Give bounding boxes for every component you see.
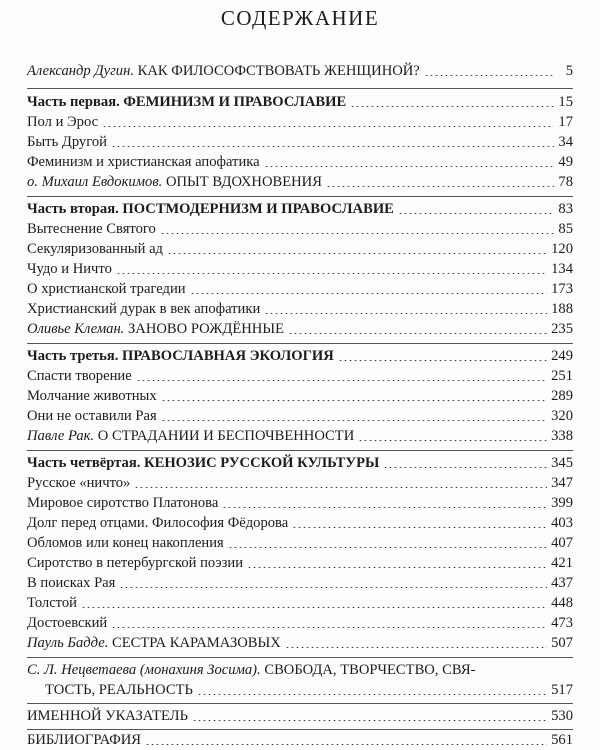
entry-page: 448: [551, 595, 573, 611]
entry-page: 345: [551, 455, 573, 471]
entry-title: ЗАНОВО РОЖДЁННЫЕ: [124, 321, 284, 337]
entry-title: КАК ФИЛОСОФСТВОВАТЬ ЖЕНЩИНОЙ?: [134, 63, 420, 79]
toc-entry[interactable]: [27, 219, 573, 239]
entry-page: 403: [551, 515, 573, 531]
divider: [27, 657, 573, 658]
entry-author: о. Михаил Евдокимов.: [27, 174, 163, 190]
entry-page: 78: [558, 174, 573, 190]
dot-leader: [264, 166, 555, 167]
entry-title: Вытеснение Святого: [27, 221, 156, 237]
entry-title: СЕСТРА КАРАМАЗОВЫХ: [108, 635, 281, 651]
dot-leader: [116, 273, 547, 274]
entry-page: 289: [551, 388, 573, 404]
toc-entry[interactable]: [27, 513, 573, 533]
entry-author: С. Л. Нецветаева (монахиня Зосима).: [27, 662, 261, 678]
dot-leader: [424, 75, 555, 76]
toc-entry[interactable]: [27, 299, 573, 319]
entry-page: 347: [551, 475, 573, 491]
toc-entry[interactable]: [27, 593, 573, 613]
entry-title: Мировое сиротство Платонова: [27, 495, 219, 511]
toc-entry[interactable]: [27, 172, 573, 192]
dot-leader: [358, 440, 547, 441]
toc-entry-bibliography[interactable]: [27, 730, 573, 750]
toc-part-2[interactable]: [27, 199, 573, 219]
toc-entry[interactable]: [27, 132, 573, 152]
toc-entry[interactable]: [27, 366, 573, 386]
part-title: Часть третья. ПРАВОСЛАВНАЯ ЭКОЛОГИЯ: [27, 348, 334, 364]
entry-title: Чудо и Ничто: [27, 261, 112, 277]
dot-leader: [161, 400, 547, 401]
entry-title: Секуляризованный ад: [27, 241, 163, 257]
entry-page: 34: [558, 134, 573, 150]
entry-title-continued: ТОСТЬ, РЕАЛЬНОСТЬ: [45, 682, 193, 698]
toc-entry[interactable]: [27, 239, 573, 259]
entry-page: 120: [551, 241, 573, 257]
entry-title: СВОБОДА, ТВОРЧЕСТВО, СВЯ-: [260, 662, 476, 678]
entry-page: 399: [551, 495, 573, 511]
entry-page: 235: [551, 321, 573, 337]
dot-leader: [398, 213, 555, 214]
page-title: СОДЕРЖАНИЕ: [220, 6, 380, 30]
entry-author: Александр Дугин.: [27, 63, 134, 79]
dot-leader: [136, 380, 547, 381]
divider: [27, 450, 573, 451]
toc-entry[interactable]: [27, 573, 573, 593]
toc-entry[interactable]: [27, 319, 573, 339]
part-title: Часть вторая. ПОСТМОДЕРНИЗМ И ПРАВОСЛАВИЕ: [27, 201, 394, 217]
entry-page: 473: [551, 615, 573, 631]
entry-title: В поисках Рая: [27, 575, 116, 591]
entry-page: 17: [558, 114, 573, 130]
entry-title: Пол и Эрос: [27, 114, 99, 130]
entry-title: Быть Другой: [27, 134, 107, 150]
part-title: Часть первая. ФЕМИНИЗМ И ПРАВОСЛАВИЕ: [27, 94, 347, 110]
entry-page: 249: [551, 348, 573, 364]
entry-title: Молчание животных: [27, 388, 157, 404]
entry-title: БИБЛИОГРАФИЯ: [27, 732, 142, 748]
entry-title: Русское «ничто»: [27, 475, 131, 491]
dot-leader: [119, 587, 547, 588]
entry-title: Достоевский: [27, 615, 108, 631]
dot-leader: [222, 507, 547, 508]
entry-page: 530: [551, 708, 573, 724]
toc-part-4[interactable]: [27, 453, 573, 473]
divider: [27, 703, 573, 704]
toc-entry[interactable]: [27, 152, 573, 172]
part-title: Часть четвёртая. КЕНОЗИС РУССКОЙ КУЛЬТУРЫ: [27, 455, 380, 471]
entry-page: 49: [558, 154, 573, 170]
toc-entry[interactable]: [27, 533, 573, 553]
toc-entry[interactable]: [27, 473, 573, 493]
entry-title: Долг перед отцами. Философия Фёдорова: [27, 515, 289, 531]
entry-page: 134: [551, 261, 573, 277]
entry-page: 437: [551, 575, 573, 591]
toc-entry[interactable]: [27, 386, 573, 406]
dot-leader: [292, 527, 547, 528]
entry-title: Спасти творение: [27, 368, 132, 384]
dot-leader: [145, 744, 547, 745]
dot-leader: [190, 293, 548, 294]
dot-leader: [111, 627, 547, 628]
entry-title: Толстой: [27, 595, 77, 611]
entry-title: О СТРАДАНИИ И БЕСПОЧВЕННОСТИ: [94, 428, 355, 444]
dot-leader: [111, 146, 554, 147]
entry-page: 338: [551, 428, 573, 444]
entry-author: Оливье Клеман.: [27, 321, 125, 337]
entry-page: 5: [565, 63, 573, 79]
entry-title: Сиротство в петербургской поэзии: [27, 555, 244, 571]
entry-page: 561: [551, 732, 573, 748]
entry-author: Павле Рак.: [27, 428, 95, 444]
toc-entry-intro[interactable]: [27, 61, 573, 81]
entry-page: 15: [558, 94, 573, 110]
entry-page: 85: [558, 221, 573, 237]
dot-leader: [326, 186, 554, 187]
entry-title: Они не оставили Рая: [27, 408, 157, 424]
entry-page: 507: [551, 635, 573, 651]
dot-leader: [134, 487, 547, 488]
divider: [27, 343, 573, 344]
dot-leader: [192, 720, 547, 721]
entry-title: ИМЕННОЙ УКАЗАТЕЛЬ: [27, 708, 188, 724]
entry-page: 173: [551, 281, 573, 297]
dot-leader: [161, 420, 547, 421]
toc-entry[interactable]: [27, 613, 573, 633]
toc-entry[interactable]: [27, 279, 573, 299]
toc-part-1[interactable]: [27, 92, 573, 112]
entry-page: 421: [551, 555, 573, 571]
entry-title: О христианской трагедии: [27, 281, 186, 297]
dot-leader: [247, 567, 547, 568]
entry-title: Обломов или конец накопления: [27, 535, 224, 551]
entry-author: Пауль Бадде.: [27, 635, 109, 651]
dot-leader: [285, 647, 547, 648]
dot-leader: [383, 467, 547, 468]
dot-leader: [350, 106, 554, 107]
toc-entry[interactable]: [27, 633, 573, 653]
divider: [27, 196, 573, 197]
toc-entry[interactable]: [27, 406, 573, 426]
dot-leader: [81, 607, 547, 608]
toc-entry[interactable]: [27, 259, 573, 279]
toc-entry[interactable]: [27, 553, 573, 573]
toc-entry[interactable]: [27, 493, 573, 513]
toc-entry[interactable]: [27, 426, 573, 446]
entry-page: 517: [551, 682, 573, 698]
entry-page: 320: [551, 408, 573, 424]
entry-page: 83: [558, 201, 573, 217]
dot-leader: [288, 333, 547, 334]
entry-page: 251: [551, 368, 573, 384]
toc-part-3[interactable]: [27, 346, 573, 366]
dot-leader: [160, 233, 555, 234]
entry-title: Христианский дурак в век апофатики: [27, 301, 261, 317]
dot-leader: [102, 126, 554, 127]
dot-leader: [228, 547, 547, 548]
toc-entry[interactable]: [27, 112, 573, 132]
dot-leader: [197, 694, 547, 695]
entry-title: Феминизм и христианская апофатика: [27, 154, 260, 170]
dot-leader: [264, 313, 547, 314]
entry-page: 188: [551, 301, 573, 317]
entry-page: 407: [551, 535, 573, 551]
toc-entry-closing[interactable]: [27, 660, 573, 700]
dot-leader: [167, 253, 547, 254]
toc-entry-index[interactable]: [27, 706, 573, 726]
divider: [27, 88, 573, 89]
dot-leader: [338, 360, 547, 361]
entry-title: ОПЫТ ВДОХНОВЕНИЯ: [162, 174, 322, 190]
